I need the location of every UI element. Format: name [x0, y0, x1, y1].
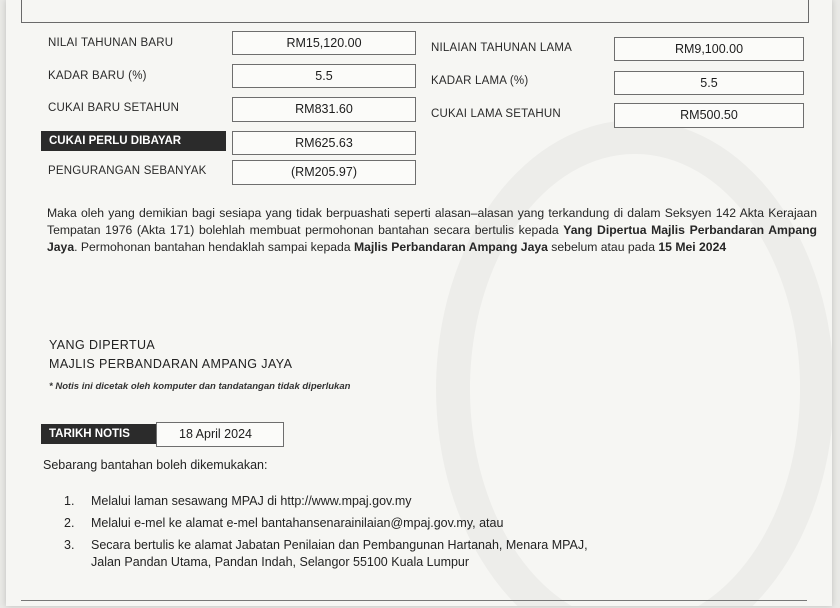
new-annual-value: RM15,120.00: [232, 31, 416, 55]
list-item-number: 2.: [64, 516, 75, 530]
seal-watermark: [436, 120, 832, 606]
list-item-number: 1.: [64, 494, 75, 508]
signatory-council: MAJLIS PERBANDARAN AMPANG JAYA: [49, 357, 293, 371]
reduction-value: (RM205.97): [232, 160, 416, 185]
tax-payable-value: RM625.63: [232, 131, 416, 155]
new-tax-value: RM831.60: [232, 97, 416, 122]
list-item-email: Melalui e-mel ke alamat e-mel bantahansenarainilaian@mpaj.gov.my, atau: [91, 516, 504, 530]
paragraph-text-3: sebelum atau pada: [547, 240, 659, 254]
notice-date-label: TARIKH NOTIS: [41, 424, 156, 444]
list-item-address-line2: Jalan Pandan Utama, Pandan Indah, Selangor 55100 Kuala Lumpur: [91, 555, 470, 569]
list-item-address: Secara bertulis ke alamat Jabatan Penilaian dan Pembangunan Hartanah, Menara MPAJ,: [91, 538, 588, 552]
objection-intro: Sebarang bantahan boleh dikemukakan:: [43, 458, 268, 472]
new-rate-label: KADAR BARU (%): [48, 70, 147, 82]
paragraph-text-2: . Permohonan bantahan hendaklah sampai kepada: [74, 240, 354, 254]
new-annual-label: NILAI TAHUNAN BARU: [48, 37, 174, 49]
list-item-website: Melalui laman sesawang MPAJ di http://www.mpaj.gov.my: [91, 494, 412, 508]
old-rate-value: 5.5: [614, 71, 804, 95]
list-item-number: 3.: [64, 538, 75, 552]
address-frame: [21, 0, 809, 23]
old-annual-label: NILAIAN TAHUNAN LAMA: [431, 42, 572, 54]
paragraph-bold-deadline: 15 Mei 2024: [658, 240, 727, 254]
objection-paragraph: [47, 205, 817, 256]
old-tax-value: RM500.50: [614, 103, 804, 128]
paragraph-bold-council: Majlis Perbandaran Ampang Jaya: [353, 240, 548, 254]
signatory-title: YANG DIPERTUA: [49, 338, 156, 352]
tax-payable-label: CUKAI PERLU DIBAYAR: [41, 131, 226, 151]
notice-page: [6, 0, 832, 606]
bottom-border: [21, 600, 807, 601]
old-annual-value: RM9,100.00: [614, 37, 804, 61]
notice-date-value: 18 April 2024: [156, 422, 284, 447]
reduction-label: PENGURANGAN SEBANYAK: [48, 165, 207, 177]
paragraph-text-1: Maka oleh yang demikian bagi sesiapa yang tidak berpuashati seperti alasan–alasan yang terkandung di dalam Seksyen 142 Akta Kerajaan Tempatan 1976 (Akta 171) bolehlah membuat permohonan bantahan secara bertulis kepada: [47, 206, 817, 237]
new-rate-value: 5.5: [232, 64, 416, 88]
old-rate-label: KADAR LAMA (%): [431, 75, 529, 87]
computer-generated-note: * Notis ini dicetak oleh komputer dan tandatangan tidak diperlukan: [49, 381, 351, 392]
paragraph-bold-president: Yang Dipertua Majlis Perbandaran Ampang Jaya: [47, 223, 817, 254]
new-tax-label: CUKAI BARU SETAHUN: [48, 102, 180, 114]
old-tax-label: CUKAI LAMA SETAHUN: [431, 108, 561, 120]
